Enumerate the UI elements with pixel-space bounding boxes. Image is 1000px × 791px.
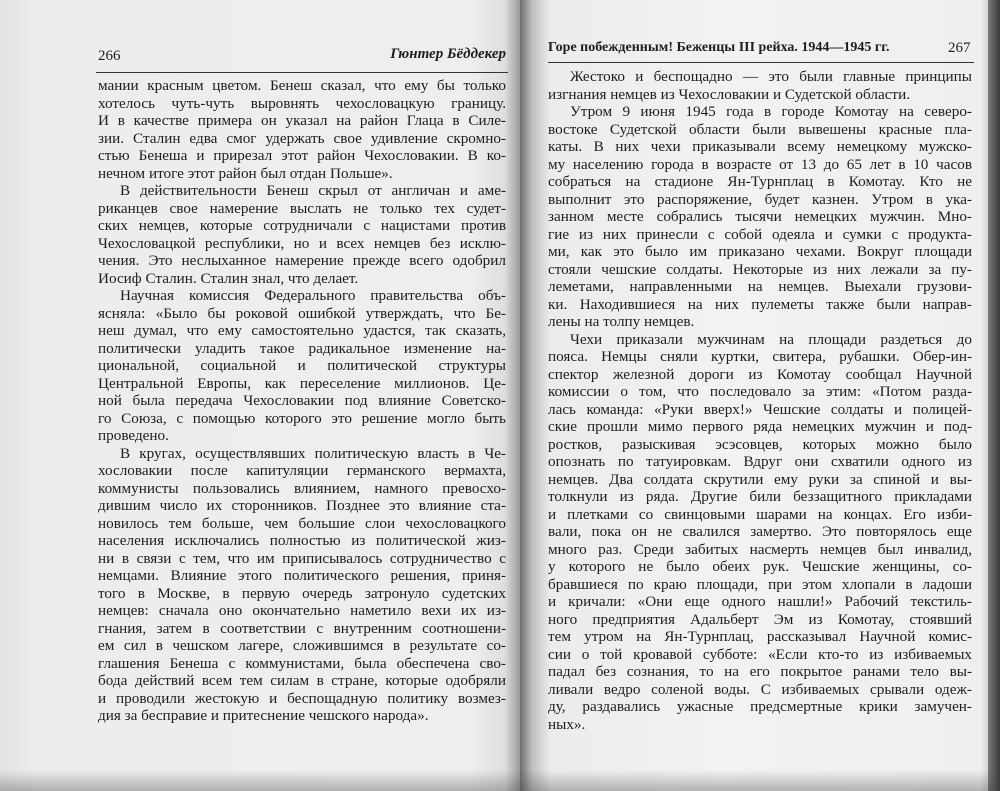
book-edge [988,0,1000,791]
text-line: политически уладить такое радикальное изменение на- [98,339,506,357]
text-line: у которого не было обеих рук. Чешские женщины, со- [548,558,972,575]
text-line: выполнит это распоряжение, будет казнен. Утром в ука- [548,190,972,208]
text-line: стояли чешские солдаты. Некоторые из них лежали за пу- [548,260,972,278]
paragraph [548,103,972,331]
text-line: немцев: сначала оно окончательно наметило вехи их из- [98,602,506,619]
text-line: населения исключались полностью из политической жиз- [98,532,506,549]
text-line: и проводили жестокую и беспощадную политику возмез- [98,689,506,707]
text-line: того в Москве, в первую очередь затронуло судетских [98,584,506,602]
paragraph [548,68,972,103]
text-line: В кругах, осуществлявших политическую власть в Че- [120,444,506,462]
text-line: сии о той кровавой субботе: «Если кто-то из избиваемых [548,645,972,663]
text-line: нечном итоге этот район был отдан Польше». [98,164,393,182]
text-line: изгнания немцев из Чехословакии и Судетской области. [548,85,910,103]
text-line: спектор железной дороги из Комотау сообщал Научной [548,365,972,383]
text-line: Утром 9 июня 1945 года в городе Комотау на северо- [570,103,972,120]
text-line: го Союза, с помощью которого это решение могло быть [98,409,506,427]
text-line: ного предприятия Адальберт Эм из Комотау, стоявший [548,610,972,628]
text-line: ной была передача Чехословакии под влияние Советско- [98,392,506,409]
text-line: толкнули из ряда. Другие били беззащитного прикладами [548,488,972,505]
text-line: ем сил в чешском лагере, сложившимся в результате со- [98,637,506,654]
body-text [98,77,506,725]
text-line: Центральной Европы, как переселение миллионов. Це- [98,374,506,392]
text-line: мании красным цветом. Бенеш сказал, что ему бы только [98,77,506,94]
page-number: 267 [948,40,971,56]
text-line: неш думал, что ему самостоятельно удастся, так сказать, [98,322,506,339]
text-line: ных». [548,715,586,733]
header-rule [96,72,508,73]
paragraph [548,331,972,734]
text-line: стью Бенеша и прирезал этот район Чехословакии. В ко- [98,147,506,164]
text-line: немцев. Два солдата скрутили ему руки за спиной и вы- [548,470,972,488]
text-line: глашения Бенеша с коммунистами, была обеспечена сво- [98,654,506,672]
text-line: и кричали: «Они еще одного нашли!» Рабочий текстиль- [548,593,972,610]
text-line: ду, раздавались ужасные предсмертные крики замучен- [548,698,972,715]
text-line: занном месте собрались тысячи немецких мужчин. Мно- [548,208,972,225]
text-line: ни в связи с тем, что им приписывалось сотрудничество с [98,549,506,567]
text-line: гнания, затем в соответствии с внутренним соотношени- [98,619,506,637]
text-line: коммунисты пользовались влиянием, намного превосхо- [98,479,506,497]
text-line: Научная комиссия Федерального правительства объ- [120,287,506,304]
text-line: немцами. Влияние этого политического решения, приня- [98,567,506,584]
paragraph [98,445,506,725]
paragraph [98,182,506,287]
text-line: собраться на стадионе Ян-Турнплац в Комотау. Кто не [548,173,972,190]
text-line: циональной, социальной и политической структуры [98,357,506,374]
text-line: опознать по татуировкам. Вдруг они схватили одного из [548,453,972,470]
text-line: ми, как это было им приказано чехами. Вокруг площади [548,243,972,260]
text-line: Чехословацкой республики, но и всех немцев без исклю- [98,234,506,252]
text-line: Иосиф Сталин. Сталин знал, что делает. [98,269,359,287]
text-line: каты. В них чехи приказывали всему немецкому мужско- [548,138,972,155]
text-line: ские прошли мимо первого ряда немецких мужчин и под- [548,418,972,435]
body-text [548,68,972,733]
text-line: ки. Находившиеся на них пулеметы также были направ- [548,295,972,313]
text-line: В действительности Бенеш скрыл от англичан и аме- [120,182,506,199]
text-line: ясняла: «Было бы роковой ошибкой утверждать, что Бе- [98,304,506,322]
text-line: бравшиеся по краю площади, при этом хлопали в ладоши [548,575,972,593]
text-line: леметами, направленными на немцев. Выехали грузови- [548,278,972,295]
text-line: лась команда: «Руки вверх!» Чешские солдаты и полицей- [548,400,972,418]
text-line: И в качестве примера он указал на район Глаца в Силе- [98,112,506,129]
text-line: бода действий всем тем силам в стране, которые одобряли [98,672,506,689]
scan-shadow [0,770,1000,791]
text-line: дия за бесправие и притеснение чешского народа». [98,707,429,724]
text-line: гие из них принесли с собой одеяла и сумки с продукта- [548,225,972,243]
text-line: и плетками со свинцовыми шарами на концах. Его изби- [548,505,972,523]
text-line: дившим число их сторонников. Позднее это влияние ста- [98,497,506,514]
text-line: ских немцев, которые сотрудничали с нацистами против [98,217,506,234]
text-line: хословакии после капитуляции германского вермахта, [98,462,506,479]
text-line: зии. Сталин едва смог удержать свое удивление скромно- [98,129,506,147]
text-line: тем утром на Ян-Турнплац, рассказывал Научной комис- [548,628,972,645]
text-line: Жестоко и беспощадно — это были главные принципы [570,68,972,85]
text-line: падал без сознания, то на его покрытое ранами тело вы- [548,663,972,680]
text-line: востоке Судетской области были вывешены красные пла- [548,120,972,138]
text-line: Чехи приказали мужчинам на площади раздеться до [570,330,972,348]
paragraph [98,77,506,182]
text-line: риканцев свое намерение выслать не только тех судет- [98,199,506,217]
text-line: проведено. [98,427,169,444]
text-line: новилось тем больше, чем большие слои чехословацкого [98,514,506,532]
paragraph [98,287,506,445]
right-page [520,0,990,791]
text-line: чения. Это неслыханное намерение прежде всего одобрил [98,252,506,269]
text-line: му населению города в возрасте от 13 до 65 лет в 10 часов [548,155,972,173]
text-line: вали, пока он не свалился замертво. Это повторялось еще [548,523,972,540]
running-head: Горе побежденным! Беженцы III рейха. 1944—1945 гг. [548,40,890,55]
header-rule [548,62,974,63]
text-line: ростков, разыскивая эсэсовцев, которых можно было [548,435,972,453]
text-line: много раз. Среди забитых насмерть немцев был инвалид, [548,540,972,558]
text-line: комиссии о том, что последовало за этим: «Потом разда- [548,383,972,400]
page-number: 266 [98,48,121,64]
text-line: лены на толпу немцев. [548,313,695,330]
text-line: пояса. Немцы сняли куртки, свитера, рубашки. Обер-ин- [548,348,972,365]
running-head: Гюнтер Бёддекер [390,46,506,62]
text-line: ливали ведро соленой воды. С избиваемых срывали одеж- [548,680,972,698]
text-line: хотелось чуть-чуть выровнять чехословацкую границу. [98,94,506,112]
